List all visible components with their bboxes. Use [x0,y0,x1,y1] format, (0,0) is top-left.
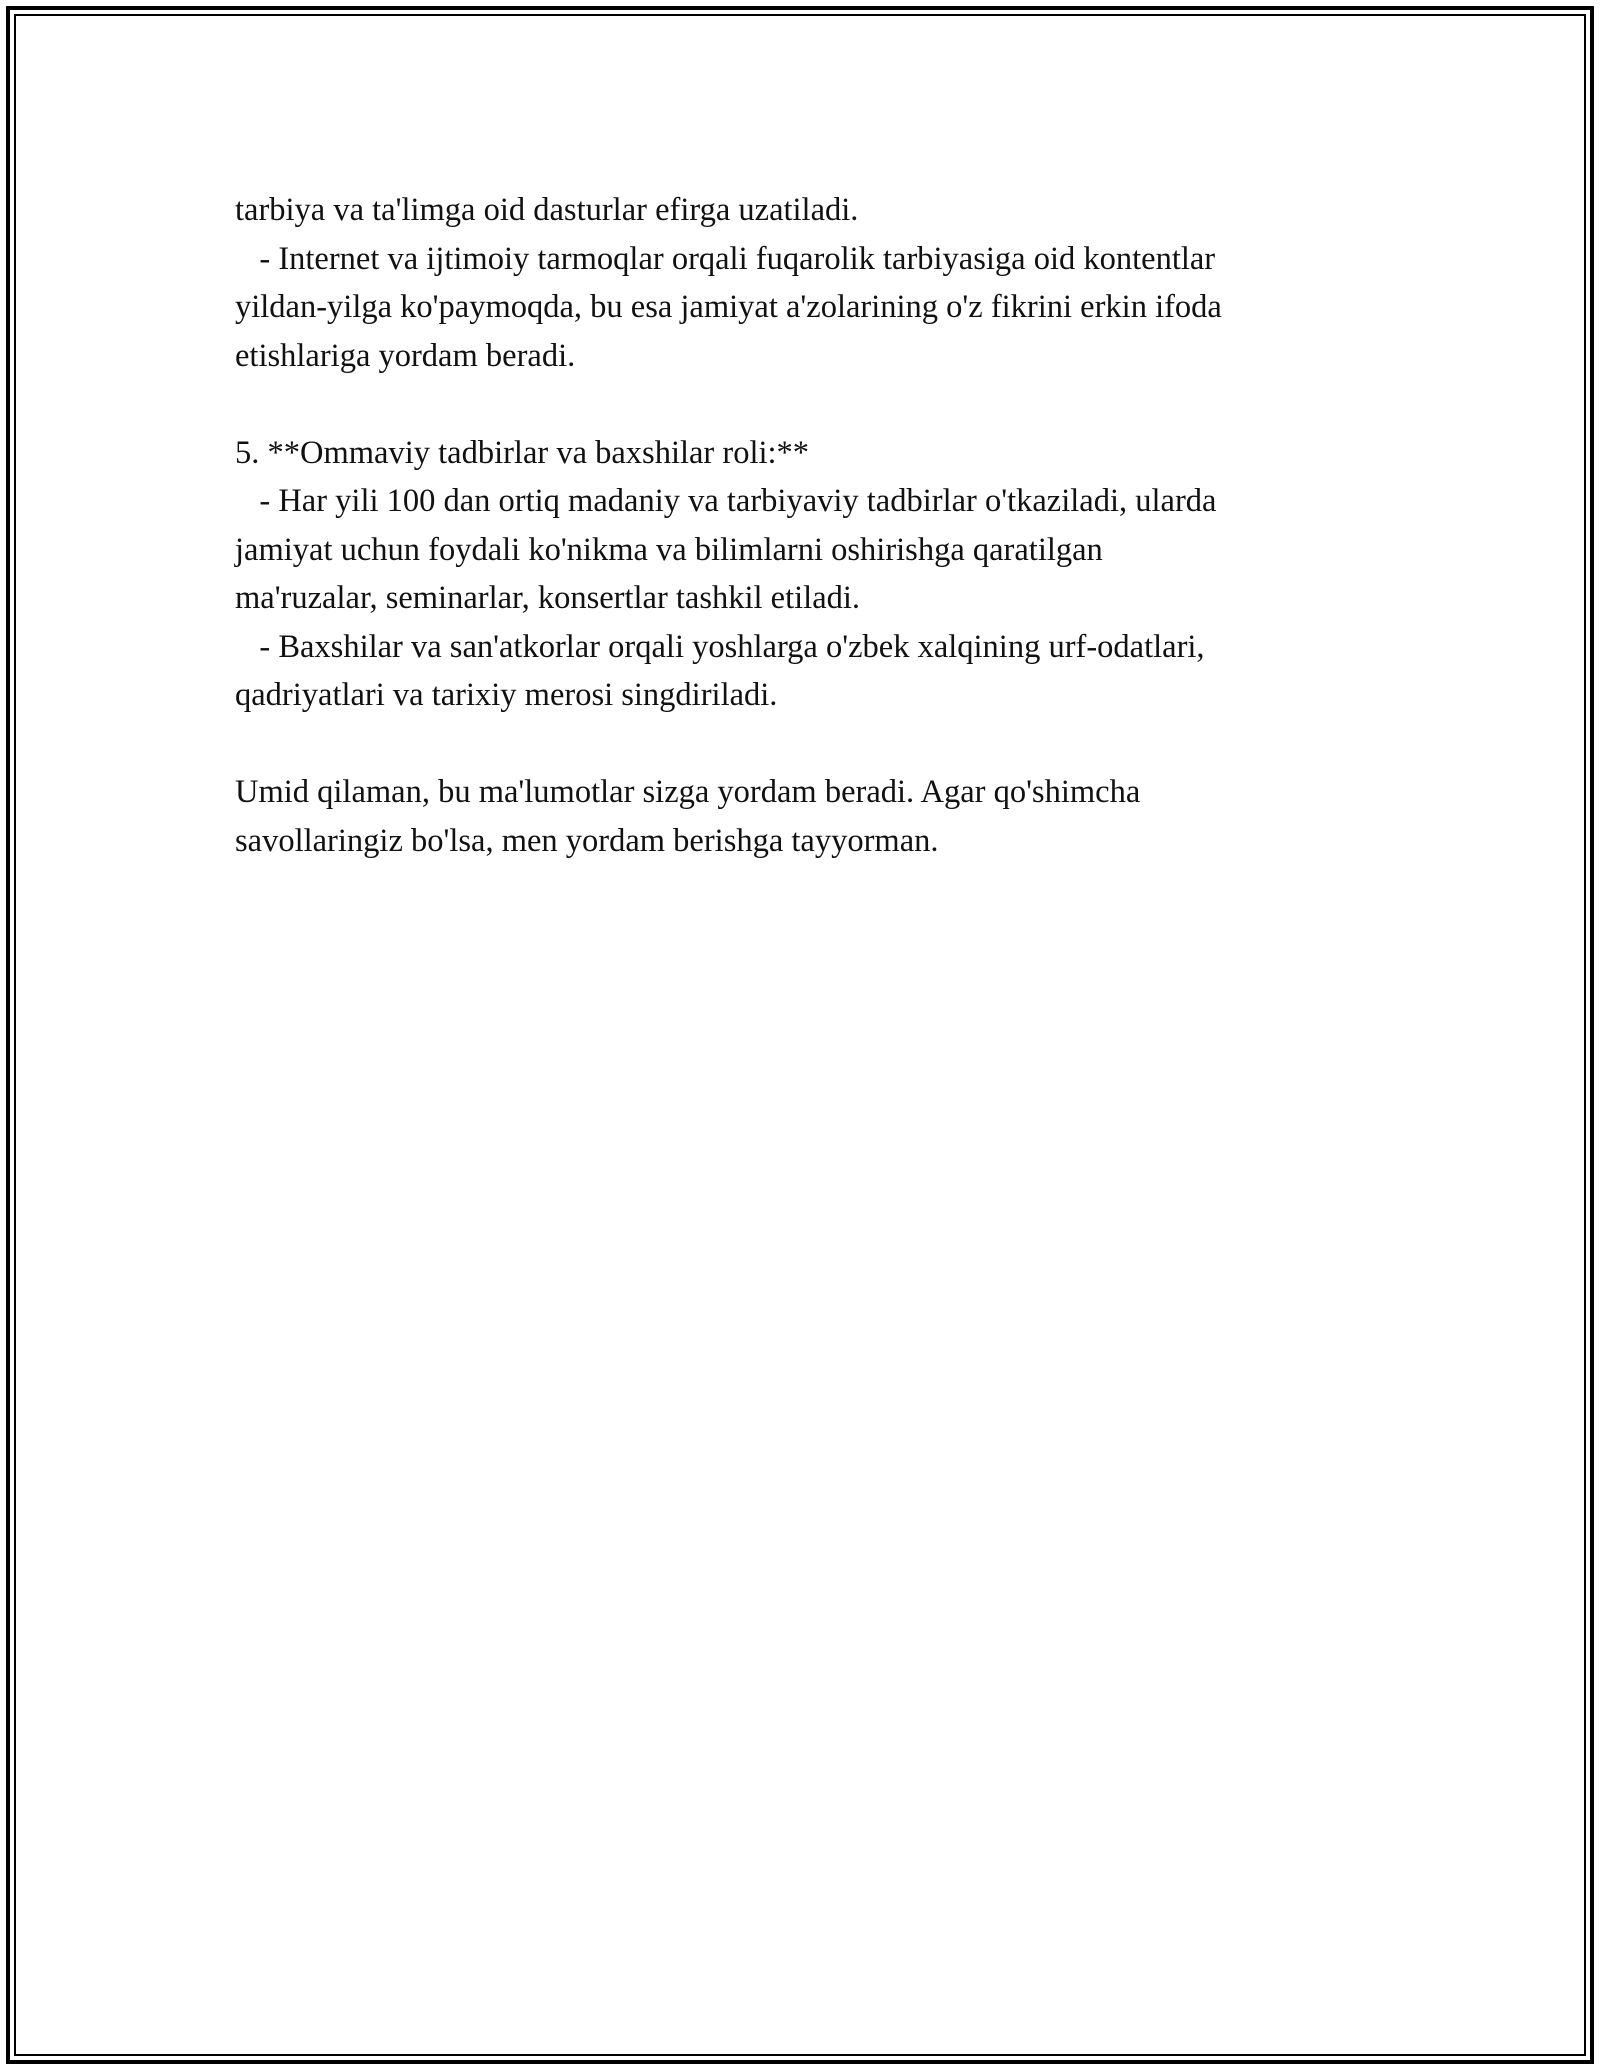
text-line: savollaringiz bo'lsa, men yordam berishga tayyorman. [235,822,939,859]
section-heading: 5. **Ommaviy tadbirlar va baxshilar roli:** [235,434,810,471]
text-line: yildan-yilga ko'paymoqda, bu esa jamiyat a'zolarining o'z fikrini erkin ifoda [235,289,1222,325]
document-body [235,186,1385,865]
text-line: qadriyatlari va tarixiy merosi singdiriladi. [235,677,778,713]
text-line: Umid qilaman, bu ma'lumotlar sizga yordam beradi. Agar qo'shimcha [235,774,1141,810]
text-line: etishlariga yordam beradi. [235,337,576,374]
text-line: tarbiya va ta'limga oid dasturlar efirga uzatiladi. [235,192,859,228]
paragraph-spacer [235,380,1385,429]
text-line: - Baxshilar va san'atkorlar orqali yoshlarga o'zbek xalqining urf-odatlari, [235,628,1205,665]
text-line: - Har yili 100 dan ortiq madaniy va tarbiyaviy tadbirlar o'tkaziladi, ularda [235,483,1217,519]
text-line: - Internet va ijtimoiy tarmoqlar orqali fuqarolik tarbiyasiga oid kontentlar [235,240,1216,277]
paragraph-spacer [235,720,1385,769]
text-line: jamiyat uchun foydali ko'nikma va bilimlarni oshirishga qaratilgan [235,531,1103,568]
text-line: ma'ruzalar, seminarlar, konsertlar tashkil etiladi. [235,580,861,616]
